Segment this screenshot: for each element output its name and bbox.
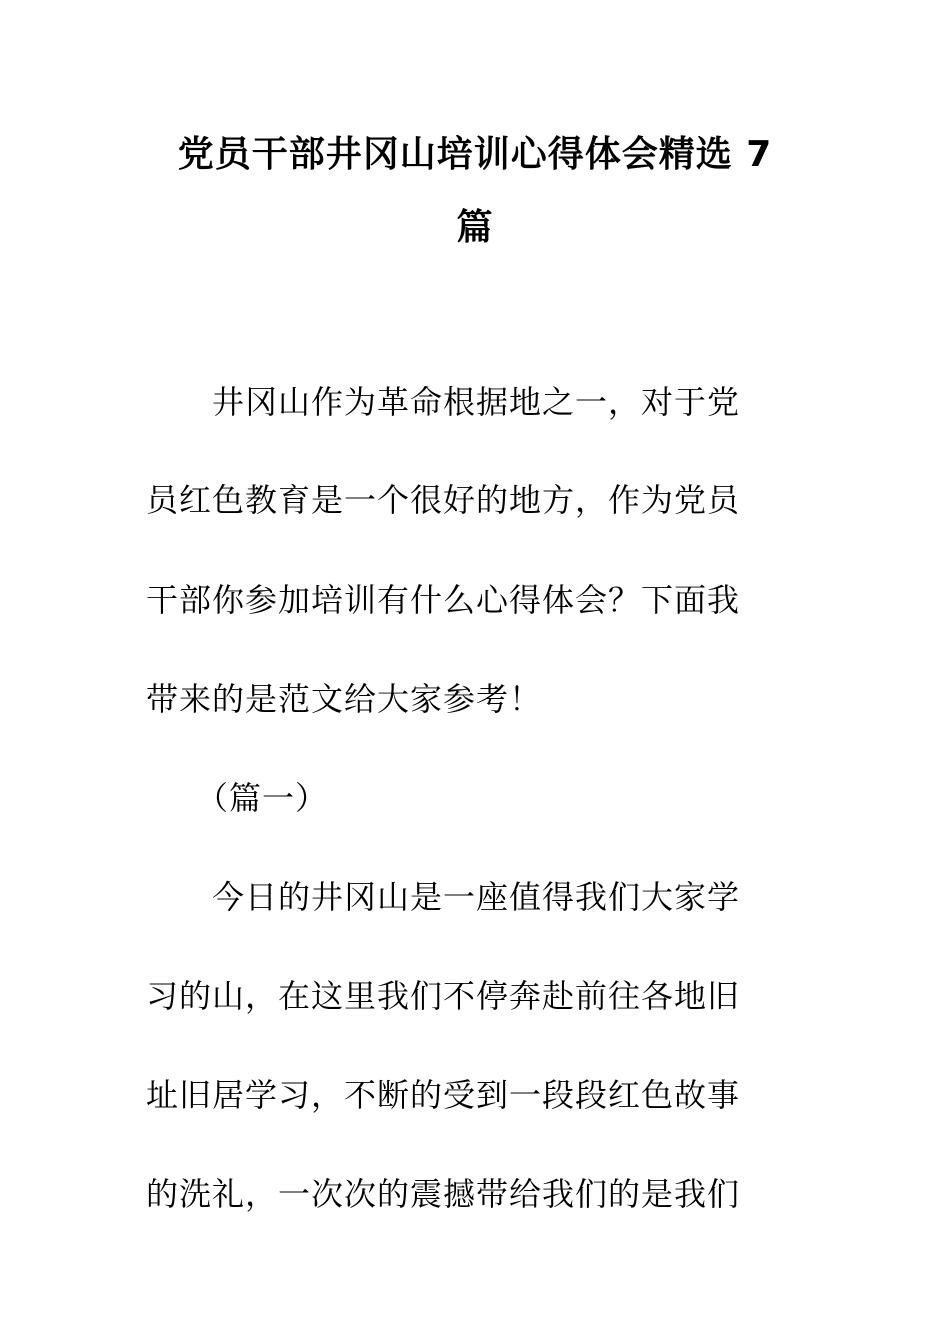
intro-line-4: 带来的是范文给大家参考！ [146, 680, 543, 718]
intro-line-3: 干部你参加培训有什么心得体会？下面我 [146, 581, 741, 619]
body-line-2: 习的山，在这里我们不停奔赴前往各地旧 [146, 977, 741, 1015]
intro-line-2: 员红色教育是一个很好的地方，作为党员 [146, 481, 741, 519]
body-line-4: 的洗礼，一次次的震撼带给我们的是我们 [146, 1175, 741, 1213]
body-line-1: 今日的井冈山是一座值得我们大家学 [146, 878, 741, 916]
document-title-line-1: 党员干部井冈山培训心得体会精选 7 [177, 134, 773, 175]
body-line-3: 址旧居学习，不断的受到一段段红色故事 [146, 1076, 741, 1114]
section-heading: （篇一） [146, 779, 329, 817]
document-title-line-2: 篇 [456, 207, 494, 248]
intro-line-1: 井冈山作为革命根据地之一，对于党 [146, 383, 741, 421]
